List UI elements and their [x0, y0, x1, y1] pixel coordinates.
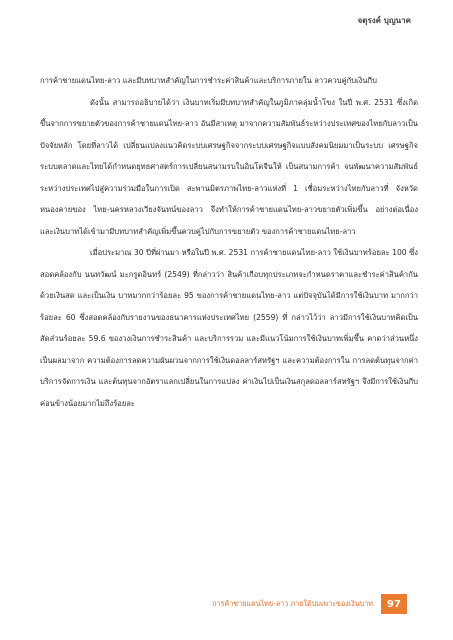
author-name: จตุรงค์ บุญนาค [357, 16, 411, 25]
page-number-badge [381, 594, 407, 614]
paragraph-continuation: การค้าชายแดนไทย-ลาว และมีบทบาทสำคัญในการชำระค่าสินค้าและบริการภายใน ลาวควบคู่กับเงินกีบ [40, 76, 377, 85]
page-body [40, 70, 418, 414]
footer-book-title: การค้าชายแดนไทย-ลาว ภายใต้บ่มเพาะของเงินบาท [212, 598, 373, 608]
paragraph-baht-usage: เมื่อประมาณ 30 ปีที่ผ่านมา หรือในปี พ.ศ. 2531 การค้าชายแดนไทย-ลาว ใช้เงินบาทร้อยละ 100 ซึ่งสอดคล้องกับ นนทวัฒน์ มะกรูดอินทร์ (2549) ที่กล่าวว่า สินค้าเกือบทุกประเภทจะกำหนดราคาและชำระค่าสินค้ากันด้วยเงินสด และเป็นเงิน บาทมากกว่าร้อยละ 95 ของการค้าชายแดนไทย-ลาว แต่ปัจจุบันได้มีการใช้เงินบาท มากกว่าร้อยละ 60 ซึ่งสอดคล้องกับรายงานของธนาคารแห่งประเทศไทย (2559) ที่ กล่าวไว้ว่า ลาวมีการใช้เงินบาทคิดเป็นสัดส่วนร้อยละ 59.6 ของวงเงินการชำระสินค้า และบริการรวม และมีแนวโน้มการใช้เงินบาทเพิ่มขึ้น คาดว่าส่วนหนึ่งเป็นผลมาจาก ความต้องการลดความผันผวนจากการใช้เงินดอลลาร์สหรัฐฯ และความต้องการใน การลดต้นทุนจากค่าบริการจัดการเงิน และต้นทุนจากอัตราแลกเปลี่ยนในการแปลง ค่าเงินไปเป็นเงินสกุลดอลลาร์สหรัฐฯ จึงมีการใช้เงินกีบค่อนข้างน้อยมากไม่ถึงร้อยละ [40, 248, 418, 408]
page-footer [212, 594, 407, 614]
running-header [358, 14, 411, 27]
page-number: 97 [387, 598, 401, 610]
paragraph-baht-role: ดังนั้น สามารถอธิบายได้ว่า เงินบาทเริ่มมีบทบาทสำคัญในภูมิภาคลุ่มน้ำโขง ในปี พ.ศ. 2531 ซึ่งเกิดขึ้นจากการขยายตัวของการค้าชายแดนไทย-ลาว อันมีสาเหตุ มาจากความสัมพันธ์ระหว่างประเทศของไทยกับลาวเป็นปัจจัยหลัก โดยที่ลาวได้ เปลี่ยนแปลงแนวคิดระบบเศรษฐกิจจากระบบเศรษฐกิจแบบสังคมนิยมมาเป็นระบบ เศรษฐกิจระบบตลาดและไทยได้กำหนดยุทธศาสตร์การเปลี่ยนสนามรบในอินโดจีนให้ เป็นสนามการค้า จนพัฒนาความสัมพันธ์ระหว่างประเทศไปสู่ความร่วมมือในการเปิด สะพานมิตรภาพไทย-ลาวแห่งที่ 1 เชื่อมระหว่างไทยกับลาวที่ จังหวัดหนองคายของ ไทย-นครหลวงเวียงจันทน์ของลาว จึงทำให้การค้าชายแดนไทย-ลาวขยายตัวเพิ่มขึ้น อย่างต่อเนื่อง และเงินบาทได้เข้ามามีบทบาทสำคัญเพิ่มขึ้นควบคู่ไปกับการขยายตัว ของการค้าชายแดนไทย-ลาว [40, 97, 418, 236]
